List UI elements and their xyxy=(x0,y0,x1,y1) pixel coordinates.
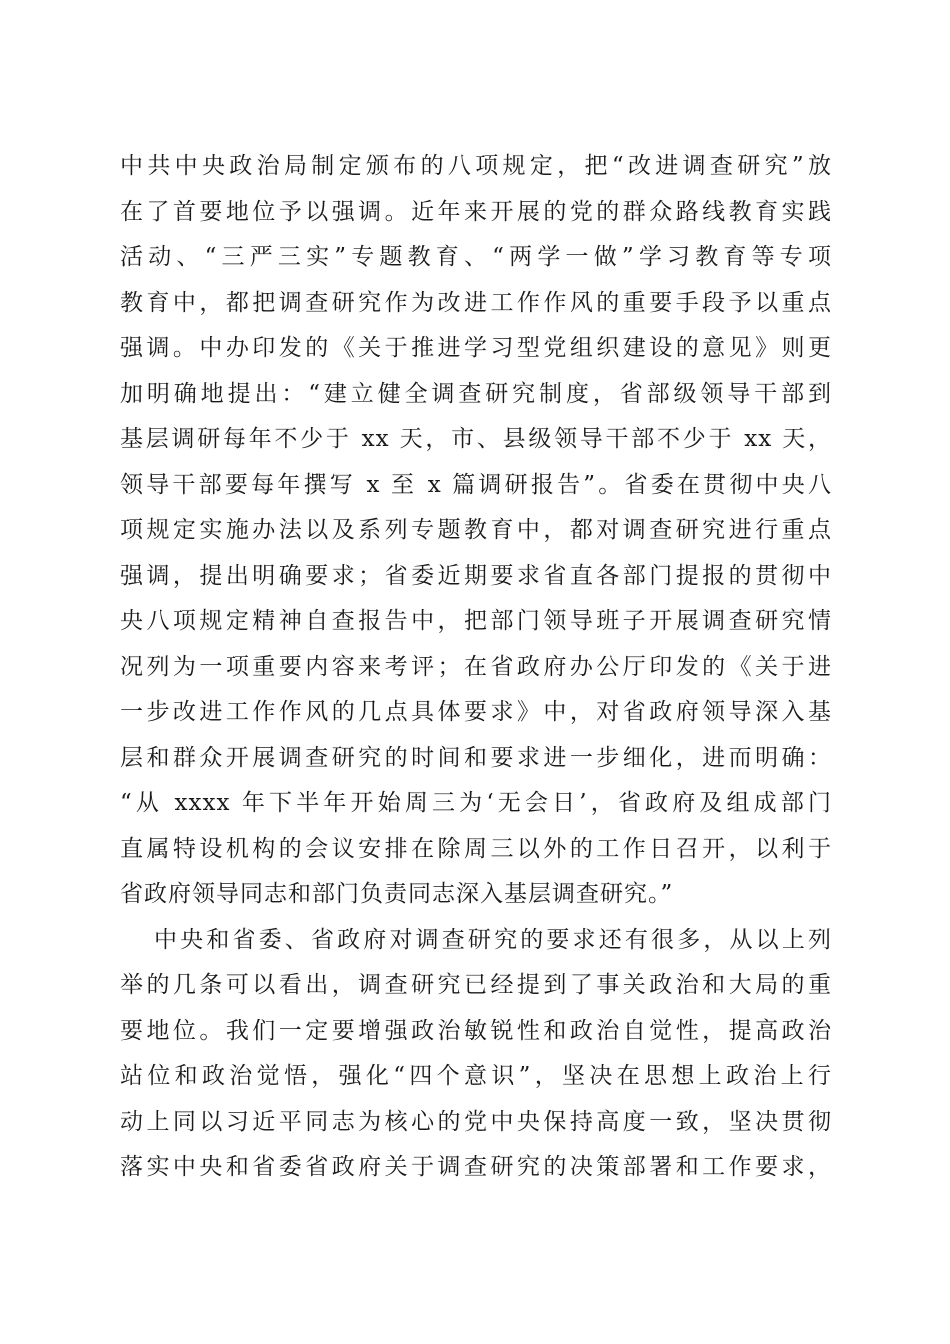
text-line: 省政府领导同志和部门负责同志深入基层调查研究。” xyxy=(120,881,674,907)
text-line: 一步改进工作作风的几点具体要求》中，对省政府领导深入基 xyxy=(120,699,832,725)
text-line: 举的几条可以看出，调查研究已经提到了事关政治和大局的重 xyxy=(120,972,832,998)
text-line: 况列为一项重要内容来考评；在省政府办公厅印发的《关于进 xyxy=(120,653,832,680)
text-line: 基层调研每年不少于 xx 天，市、县级领导干部不少于 xx 天， xyxy=(120,426,832,452)
text-line: 加明确地提出：“建立健全调查研究制度，省部级领导干部到 xyxy=(120,380,832,407)
text-line: 站位和政治觉悟，强化“四个意识”，坚决在思想上政治上行 xyxy=(120,1063,832,1089)
text-line: 强调。中办印发的《关于推进学习型党组织建设的意见》则更 xyxy=(120,335,832,361)
text-line: 在了首要地位予以强调。近年来开展的党的群众路线教育实践 xyxy=(120,198,832,225)
text-line: 落实中央和省委省政府关于调查研究的决策部署和工作要求， xyxy=(120,1154,832,1180)
text-line: 项规定实施办法以及系列专题教育中，都对调查研究进行重点 xyxy=(120,517,832,543)
text-line: 直属特设机构的会议安排在除周三以外的工作日召开，以利于 xyxy=(120,835,832,862)
paragraph-2 xyxy=(120,918,832,1191)
text-line: 中共中央政治局制定颁布的八项规定，把“改进调查研究”放 xyxy=(120,153,832,179)
text-line: 要地位。我们一定要增强政治敏锐性和政治自觉性，提高政治 xyxy=(120,1017,832,1044)
text-line: 强调，提出明确要求；省委近期要求省直各部门提报的贯彻中 xyxy=(120,562,832,589)
text-line: 层和群众开展调查研究的时间和要求进一步细化，进而明确： xyxy=(120,744,832,771)
text-line: 中央和省委、省政府对调查研究的要求还有很多，从以上列 xyxy=(154,926,832,953)
paragraph-1 xyxy=(120,144,832,918)
text-line: 领导干部要每年撰写 x 至 x 篇调研报告”。省委在贯彻中央八 xyxy=(120,471,832,498)
text-line: 动上同以习近平同志为核心的党中央保持高度一致，坚决贯彻 xyxy=(120,1108,832,1135)
text-line: 活动、“三严三实”专题教育、“两学一做”学习教育等专项 xyxy=(120,244,832,270)
text-line: “从 xxxx 年下半年开始周三为‘无会日’，省政府及组成部门 xyxy=(120,790,832,816)
text-line: 教育中，都把调查研究作为改进工作作风的重要手段予以重点 xyxy=(120,289,832,316)
text-line: 央八项规定精神自查报告中，把部门领导班子开展调查研究情 xyxy=(120,608,832,634)
document-body xyxy=(120,144,832,1191)
